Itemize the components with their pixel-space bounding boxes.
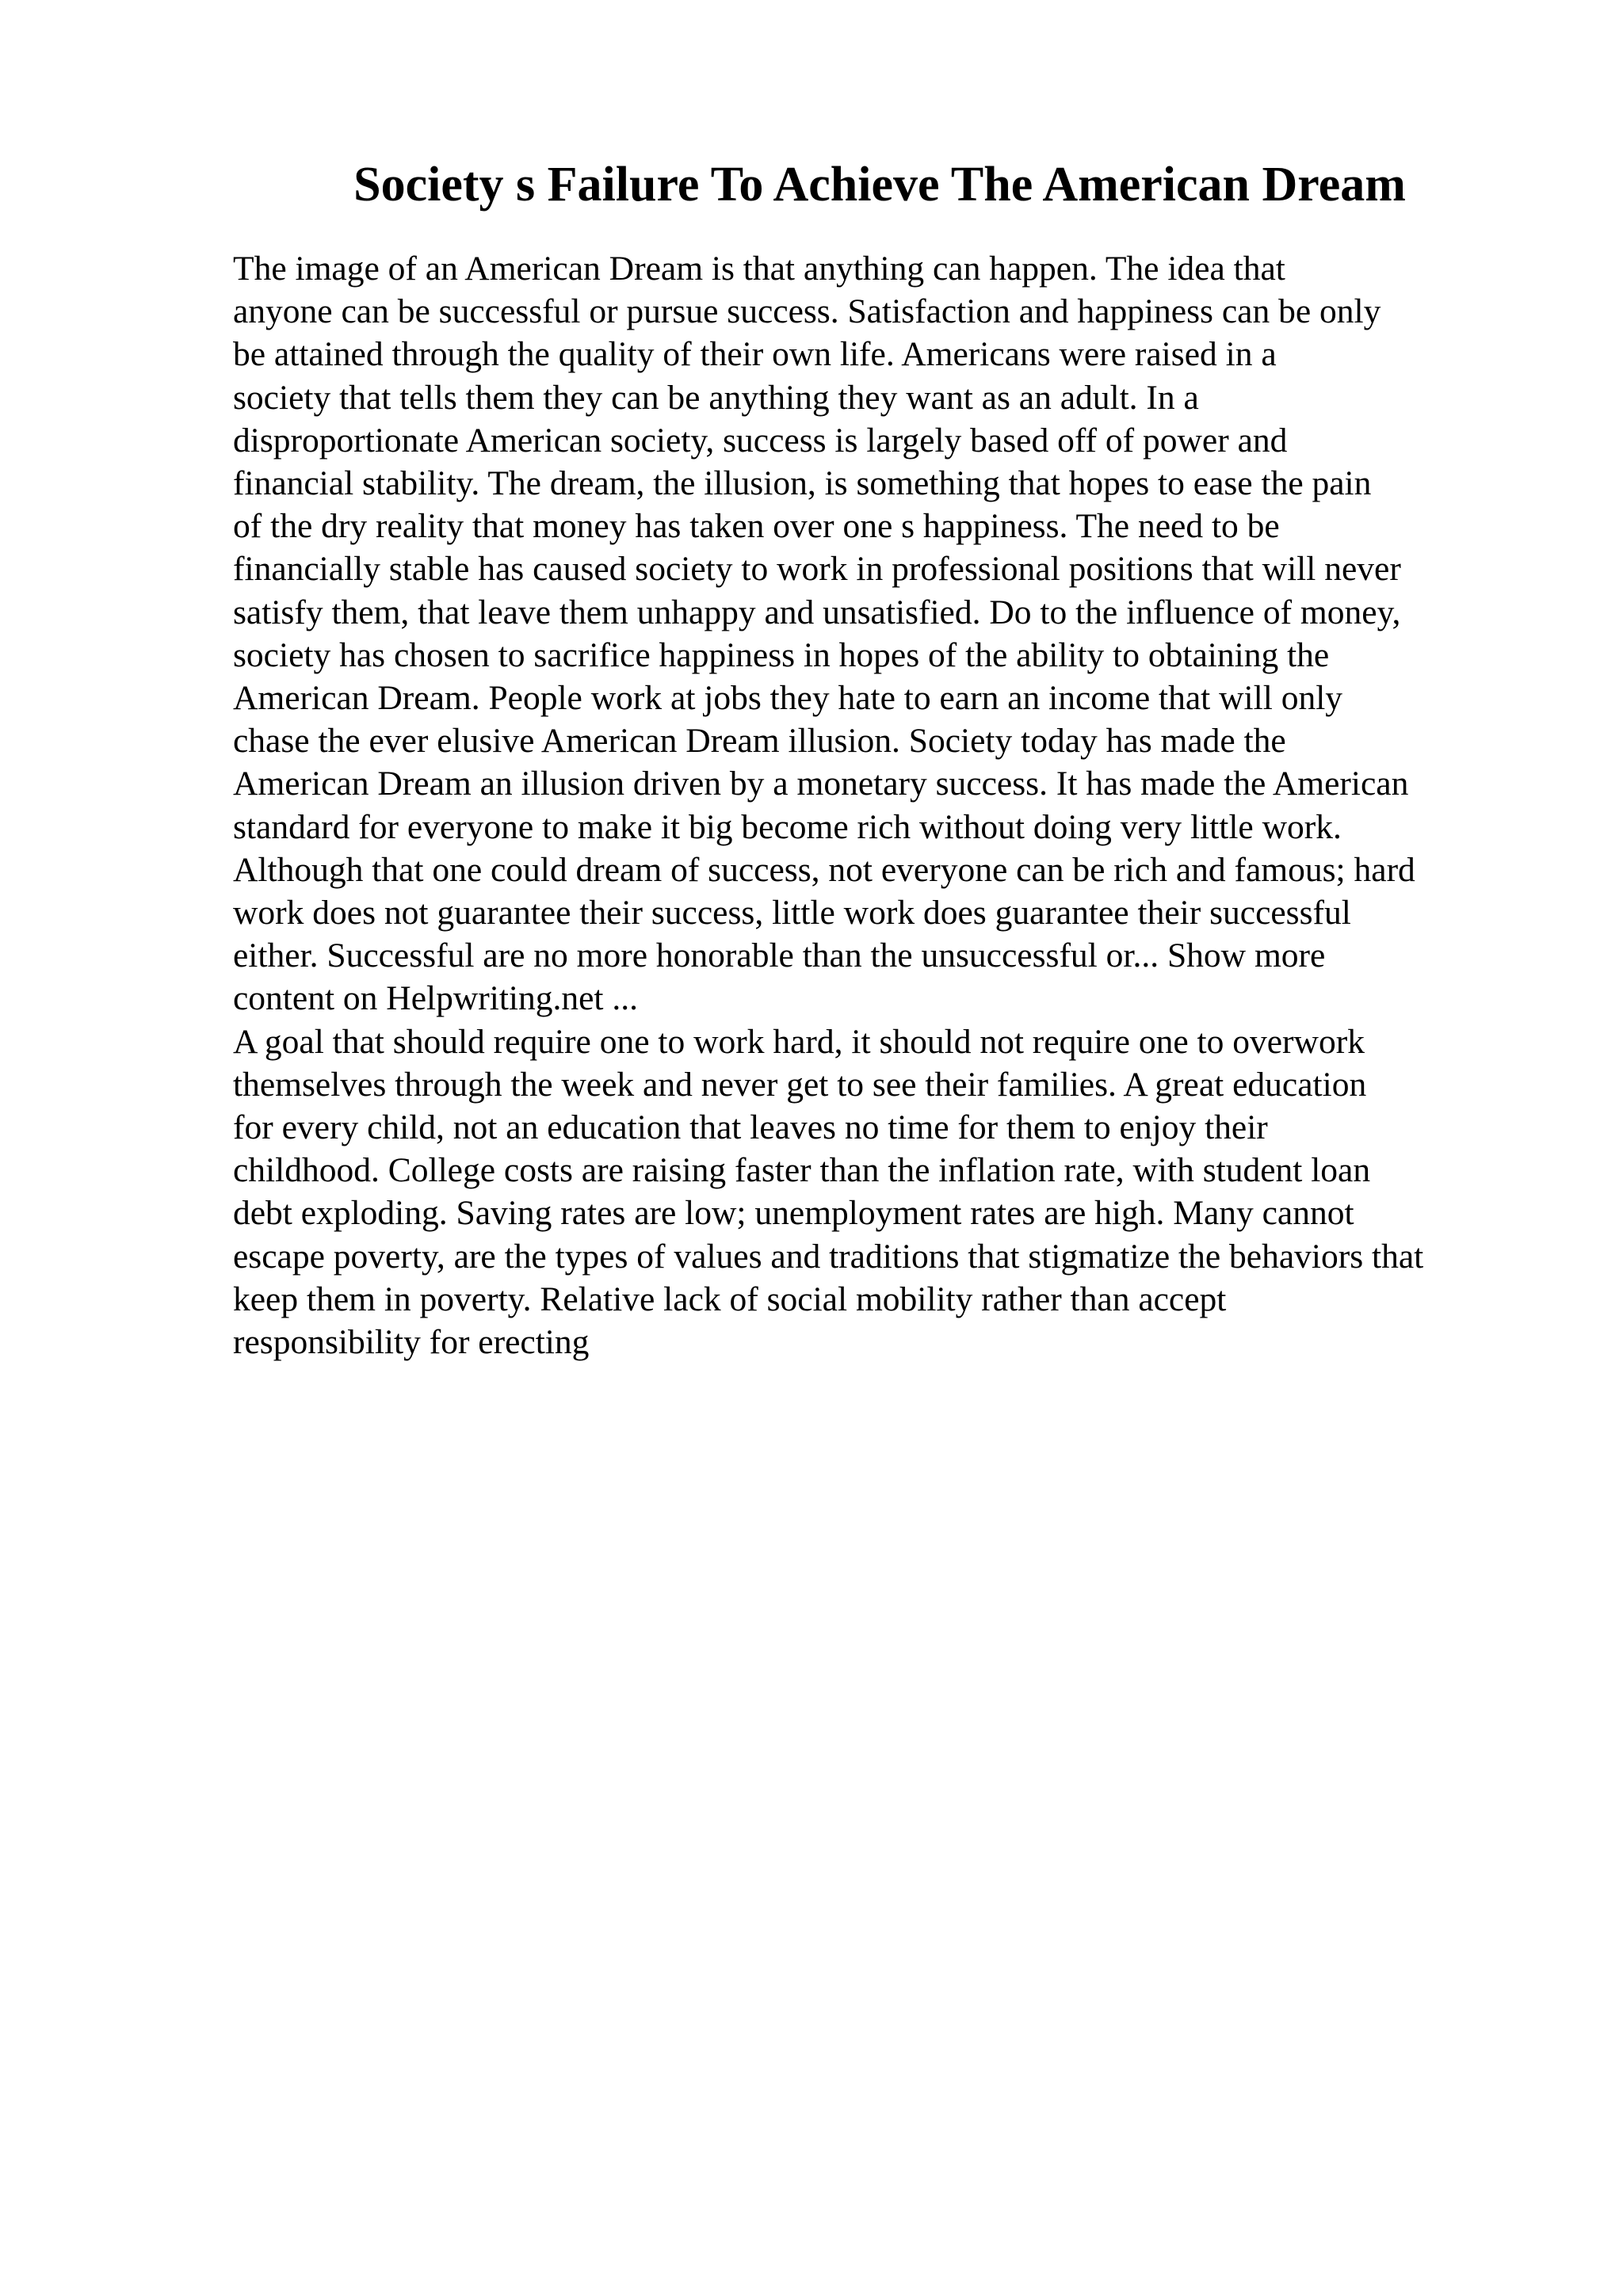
text-line: The image of an American Dream is that anything can happen. The idea that xyxy=(233,250,1285,288)
text-line: standard for everyone to make it big become rich without doing very little work. xyxy=(233,807,1342,846)
text-line: either. Successful are no more honorable than the unsuccessful or... Show more xyxy=(233,936,1326,975)
text-line: be attained through the quality of their own life. Americans were raised in a xyxy=(233,335,1277,374)
text-line: A goal that should require one to work hard, it should not require one to overwork xyxy=(233,1022,1365,1061)
text-line: debt exploding. Saving rates are low; unemployment rates are high. Many cannot xyxy=(233,1194,1354,1233)
text-line: responsibility for erecting xyxy=(233,1323,590,1362)
page-title: Society s Failure To Achieve The American Dream xyxy=(353,158,1406,212)
text-line: anyone can be successful or pursue success. Satisfaction and happiness can be only xyxy=(233,292,1381,331)
text-line: satisfy them, that leave them unhappy and unsatisfied. Do to the influence of money, xyxy=(233,593,1401,631)
text-line: work does not guarantee their success, little work does guarantee their successful xyxy=(233,894,1351,933)
text-line: society has chosen to sacrifice happiness in hopes of the ability to obtaining the xyxy=(233,635,1330,674)
text-line: childhood. College costs are raising faster than the inflation rate, with student loan xyxy=(233,1151,1371,1190)
text-line: for every child, not an education that leaves no time for them to enjoy their xyxy=(233,1108,1268,1147)
text-line: financially stable has caused society to work in professional positions that will never xyxy=(233,550,1401,589)
text-line: Although that one could dream of success, not everyone can be rich and famous; hard xyxy=(233,850,1415,889)
text-line: financial stability. The dream, the illusion, is something that hopes to ease the pain xyxy=(233,464,1372,503)
text-line: disproportionate American society, success is largely based off of power and xyxy=(233,421,1288,460)
text-line: of the dry reality that money has taken over one s happiness. The need to be xyxy=(233,507,1280,546)
text-line: keep them in poverty. Relative lack of social mobility rather than accept xyxy=(233,1280,1227,1318)
text-line: American Dream. People work at jobs they hate to earn an income that will only xyxy=(233,679,1343,718)
text-line: themselves through the week and never get to see their families. A great education xyxy=(233,1065,1367,1104)
text-line: content on Helpwriting.net ... xyxy=(233,979,639,1018)
text-line: society that tells them they can be anything they want as an adult. In a xyxy=(233,378,1199,417)
text-line: American Dream an illusion driven by a monetary success. It has made the American xyxy=(233,765,1409,803)
text-line: chase the ever elusive American Dream illusion. Society today has made the xyxy=(233,722,1286,761)
text-line: escape poverty, are the types of values and traditions that stigmatize the behaviors that xyxy=(233,1237,1424,1276)
body-text xyxy=(233,247,1541,1363)
